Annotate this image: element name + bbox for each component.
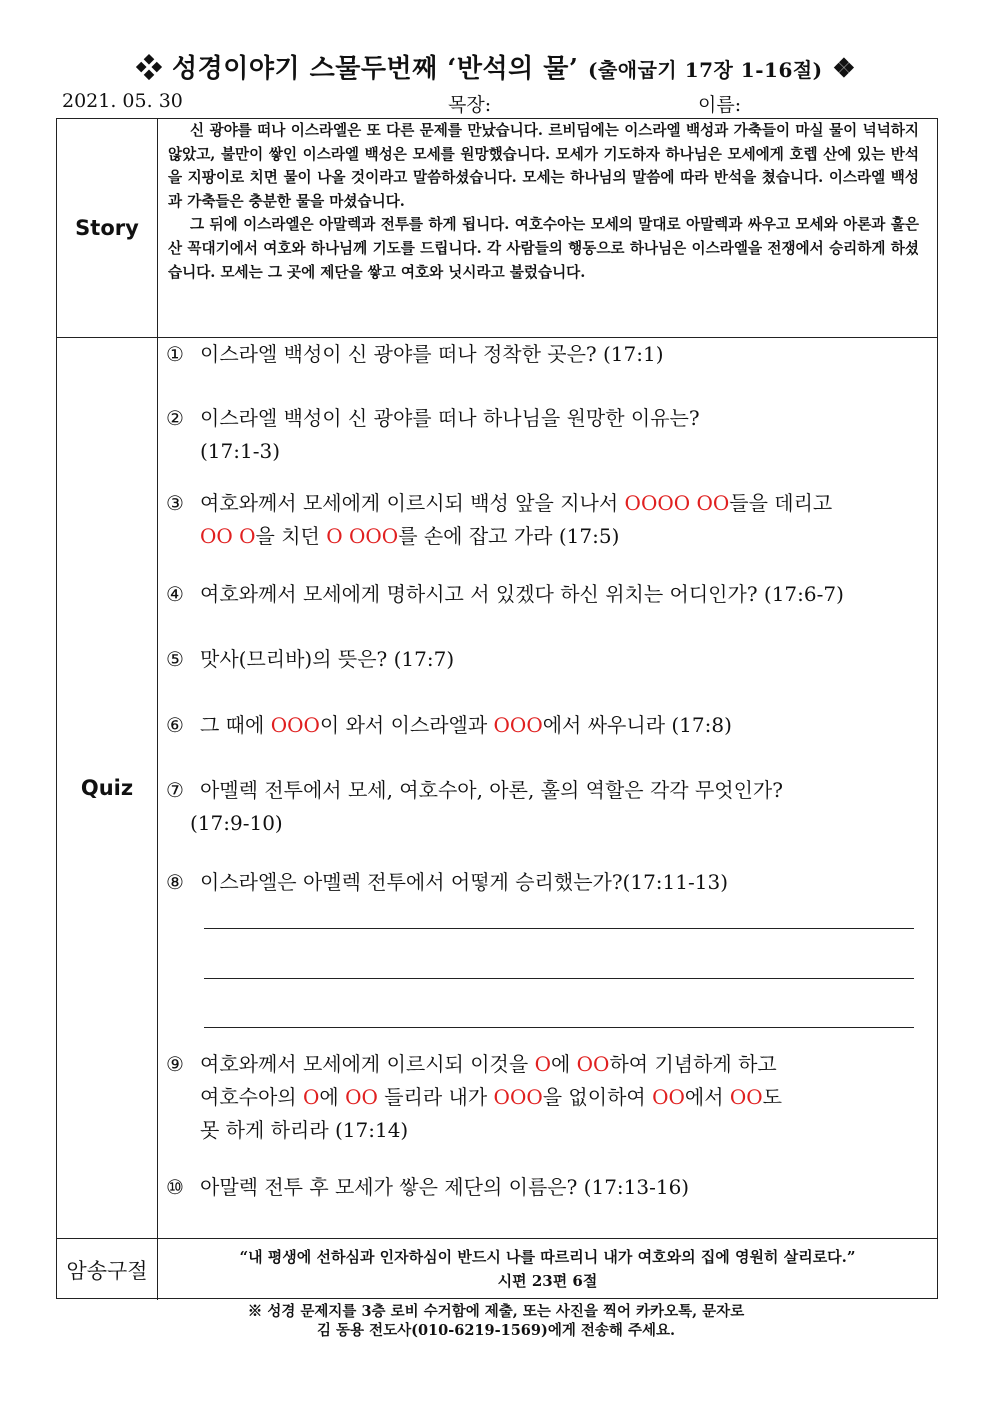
question-6 xyxy=(166,709,926,742)
story-paragraph-1: 신 광야를 떠나 이스라엘은 또 다른 문제를 만났습니다. 르비딤에는 이스라엘 백성과 가축들이 마실 물이 넉넉하지 않았고, 불만이 쌓인 이스라엘 백성은 모세를 원망했습니다. 모세가 기도하자 하나님은 모세에게 호렙 산에 있는 반석을 지팡이로 치면 물이 나올 것이라고 말씀하셨습니다. 모세는 하나님의 말씀에 따라 반석을 쳤습니다. 이스라엘 백성과 가축들은 충분한 물을 마셨습니다. xyxy=(168,122,919,210)
question-5 xyxy=(166,643,926,676)
question-text: 이스라엘은 아멜렉 전투에서 어떻게 승리했는가?(17:11-13) xyxy=(200,870,729,894)
answer-line[interactable] xyxy=(204,1027,914,1028)
quiz-content xyxy=(158,338,937,1238)
question-text: 못 하게 하리라 (17:14) xyxy=(200,1118,409,1142)
question-text: 여호와께서 모세에게 이르시되 이것을 xyxy=(200,1052,535,1076)
blank: OOO xyxy=(493,713,543,737)
question-1 xyxy=(166,338,926,371)
question-text: 이스라엘 백성이 신 광야를 떠나 정착한 곳은? (17:1) xyxy=(200,342,664,366)
story-text xyxy=(168,119,919,284)
title-end-mark: ❖ xyxy=(832,54,857,84)
memory-verse-content xyxy=(158,1239,937,1300)
name-field-label: 이름: xyxy=(698,94,742,116)
question-text: 여호수아의 xyxy=(200,1085,303,1109)
worksheet-title xyxy=(0,48,992,85)
question-number: ① xyxy=(166,342,184,366)
question-9 xyxy=(166,1048,926,1147)
worksheet-table xyxy=(56,118,938,1299)
answer-line[interactable] xyxy=(204,928,914,929)
blank: OOOO OO xyxy=(624,491,730,515)
question-text: 를 손에 잡고 가라 (17:5) xyxy=(398,524,620,548)
blank: O xyxy=(534,1052,551,1076)
blank: OO xyxy=(345,1085,378,1109)
note-line-2: 김 동용 전도사(010-6219-1569)에게 전송해 주세요. xyxy=(316,1322,676,1339)
question-number: ⑧ xyxy=(166,870,184,894)
blank: OOO xyxy=(493,1085,543,1109)
question-text: 맛사(므리바)의 뜻은? (17:7) xyxy=(200,647,455,671)
blank: OO O xyxy=(200,524,256,548)
question-number: ② xyxy=(166,406,184,430)
question-text: 아멜렉 전투에서 모세, 여호수아, 아론, 훌의 역할은 각각 무엇인가? xyxy=(200,778,783,802)
blank: O xyxy=(302,1085,320,1109)
question-text: 그 때에 xyxy=(200,713,271,737)
question-text: 들을 데리고 xyxy=(729,491,833,515)
submission-note xyxy=(0,1302,992,1340)
question-10 xyxy=(166,1171,926,1204)
question-reference: (17:9-10) xyxy=(190,811,283,835)
question-text: 여호와께서 모세에게 명하시고 서 있겠다 하신 위치는 어디인가? (17:6-7) xyxy=(200,582,844,606)
question-number: ⑤ xyxy=(166,647,184,671)
question-number: ④ xyxy=(166,582,184,606)
question-number: ③ xyxy=(166,491,184,515)
story-label: Story xyxy=(57,119,158,337)
question-2 xyxy=(166,402,926,468)
story-row xyxy=(57,119,937,338)
question-number: ⑥ xyxy=(166,713,184,737)
memory-verse xyxy=(158,1245,937,1293)
answer-line[interactable] xyxy=(204,978,914,979)
note-line-1: ※ 성경 문제지를 3층 로비 수거함에 제출, 또는 사진을 찍어 카카오톡, 문자로 xyxy=(247,1303,745,1320)
blank: OOO xyxy=(270,713,320,737)
memory-verse-label: 암송구절 xyxy=(57,1239,158,1300)
question-text: 도 xyxy=(762,1085,782,1109)
question-text: 들리라 내가 xyxy=(377,1085,494,1109)
question-number: ⑨ xyxy=(166,1052,184,1076)
question-8 xyxy=(166,866,926,899)
question-text: 이스라엘 백성이 신 광야를 떠나 하나님을 원망한 이유는? xyxy=(200,406,700,430)
question-text: 하여 기념하게 하고 xyxy=(609,1052,777,1076)
question-text: 여호와께서 모세에게 이르시되 백성 앞을 지나서 xyxy=(200,491,625,515)
question-7 xyxy=(166,774,926,840)
question-4 xyxy=(166,578,926,611)
title-scripture: (출애굽기 17장 1-16절) xyxy=(587,58,823,82)
question-text: 을 치던 xyxy=(255,524,327,548)
blank: OO xyxy=(652,1085,685,1109)
question-number: ⑩ xyxy=(166,1175,184,1199)
memory-verse-row xyxy=(57,1239,937,1300)
blank: OO xyxy=(576,1052,610,1076)
question-text: 을 없이하여 xyxy=(542,1085,653,1109)
quiz-label: Quiz xyxy=(57,338,158,1238)
question-text: 아말렉 전투 후 모세가 쌓은 제단의 이름은? (17:13-16) xyxy=(200,1175,690,1199)
question-text: 에 xyxy=(319,1085,346,1109)
question-number: ⑦ xyxy=(166,778,184,802)
question-text: 에서 xyxy=(684,1085,730,1109)
date: 2021. 05. 30 xyxy=(62,90,183,112)
question-3 xyxy=(166,487,921,553)
question-text: 에서 싸우니라 (17:8) xyxy=(542,713,732,737)
story-content xyxy=(158,119,937,337)
question-text: 이 와서 이스라엘과 xyxy=(319,713,494,737)
verse-reference: 시편 23편 6절 xyxy=(497,1272,598,1290)
verse-text: “내 평생에 선하심과 인자하심이 반드시 나를 따르리니 내가 여호와의 집에 영원히 살리로다.” xyxy=(239,1248,856,1266)
question-text: 에 xyxy=(550,1052,577,1076)
blank: O OOO xyxy=(326,524,399,548)
question-reference: (17:1-3) xyxy=(200,439,280,463)
meta-row xyxy=(62,90,932,116)
story-paragraph-2: 그 뒤에 이스라엘은 아말렉과 전투를 하게 됩니다. 여호수아는 모세의 말대로 아말렉과 싸우고 모세와 아론과 훌은 산 꼭대기에서 여호와 하나님께 기도를 드립니다. 각 사람들의 행동으로 하나님은 이스라엘을 전쟁에서 승리하게 하셨습니다. 모세는 그 곳에 제단을 쌓고 여호와 닛시라고 불렀습니다. xyxy=(168,216,919,281)
blank: OO xyxy=(729,1085,763,1109)
title-main: ❖ 성경이야기 스물두번째 ‘반석의 물’ xyxy=(135,54,579,84)
quiz-row xyxy=(57,338,937,1239)
pasture-field-label: 목장: xyxy=(448,94,492,116)
